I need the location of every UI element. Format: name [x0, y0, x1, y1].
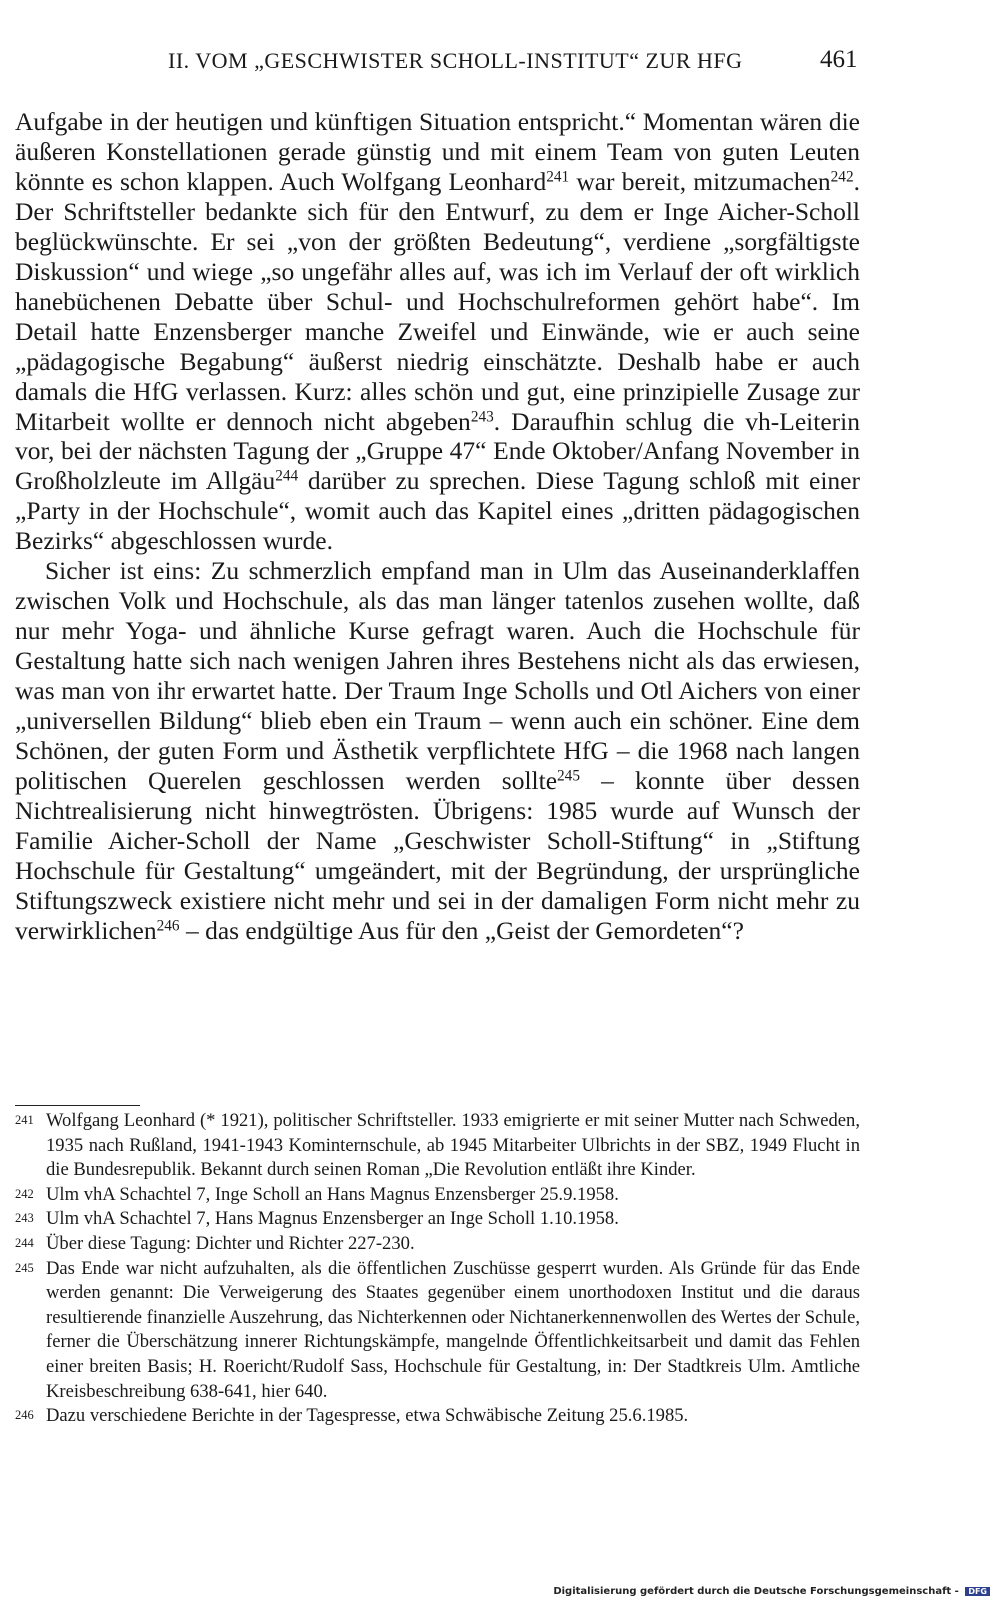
footnote-number: 242: [15, 1186, 34, 1201]
paragraph-2: [15, 556, 860, 945]
footnote-number: 246: [15, 1408, 34, 1423]
digitization-credit: [553, 1586, 990, 1597]
text-run: – das endgültige Aus für den „Geist der Gemordeten“?: [179, 915, 744, 945]
page-header: [0, 44, 1000, 78]
main-text: [15, 107, 860, 946]
footnote-text: Ulm vhA Schachtel 7, Inge Scholl an Hans Magnus Enzensberger 25.9.1958.: [46, 1183, 619, 1205]
text-run: darüber zu sprechen. Diese Tagung schloß mit einer „Party in der Hochschule“, womit auch das Kapitel eines „dritten pädagogischen Bezirks“ abgeschlossen wurde.: [15, 466, 860, 556]
footnote-number: 245: [15, 1260, 34, 1275]
footnote-text: Über diese Tagung: Dichter und Richter 227-230.: [46, 1232, 415, 1254]
footnote-number: 241: [15, 1113, 34, 1127]
footnote-ref: 245: [557, 767, 580, 785]
footnote-246: [15, 1404, 860, 1429]
footnote-243: [15, 1207, 860, 1232]
footnote-242: [15, 1183, 860, 1208]
footnote-ref: 244: [275, 468, 299, 486]
footnote-241: [15, 1109, 860, 1183]
text-run: war bereit, mitzumachen: [569, 166, 831, 196]
footnote-text: Ulm vhA Schachtel 7, Hans Magnus Enzensberger an Inge Scholl 1.10.1958.: [46, 1208, 619, 1230]
text-run: Aufgabe in der heutigen und künftigen Situation entspricht.“ Momentan wären die äußeren Konstellationen gerade günstig und mit einem Team von guten Leuten könnte es schon klappen. Auch Wolfgang Leonhard: [15, 107, 860, 196]
text-run: Sicher ist eins: Zu schmerzlich empfand man in Ulm das Auseinanderklaffen zwischen Volk und Hochschule, als das man länger tatenlos zusehen wollte, daß nur mehr Yoga- und ähnliche Kurse gefragt waren. Auch die Hochschule für Gestaltung hatte sich nach wenigen Jahren ihres Bestehens nicht als das erwiesen, was man von ihr erwartet hatte. Der Traum Inge Scholls und Otl Aichers von einer „universellen Bildung“ blieb eben ein Traum – wenn auch ein schöner. Eine dem Schönen, der guten Form und Ästhetik verpflichtete HfG – die 1968 nach langen politischen Querelen geschlossen werden sollte: [15, 556, 860, 795]
footnote-text: Dazu verschiedene Berichte in der Tagespresse, etwa Schwäbische Zeitung 25.6.1985.: [46, 1405, 689, 1427]
footnote-number: 244: [15, 1235, 34, 1250]
paragraph-1: [15, 107, 860, 556]
text-run: . Der Schriftsteller bedankte sich für den Entwurf, zu dem er Inge Aicher-Scholl beglückwünschte. Er sei „von der größten Bedeutung“, verdiene „sorgfältigste Diskussion“ und wiege „so ungefähr alles auf, was ich im Verlauf der oft wirklich hanebüchenen Debatte über Schul- und Hochschulreformen gehört habe“. Im Detail hatte Enzensberger manche Zweifel und Einwände, wie er auch seine „pädagogische Begabung“ äußerst niedrig einschätzte. Deshalb habe er auch damals die HfG verlassen. Kurz: alles schön und gut, eine prinzipielle Zusage zur Mitarbeit wollte er dennoch nicht abgeben: [15, 166, 860, 436]
running-head: II. VOM „GESCHWISTER SCHOLL-INSTITUT“ ZUR HFG: [168, 48, 743, 73]
text-run: – konnte über dessen Nichtrealisierung nicht hinwegtrösten. Übrigens: 1985 wurde auf Wunsch der Familie Aicher-Scholl der Name „Geschwister Scholl-Stiftung“ in „Stiftung Hochschule für Gestaltung“ umgeändert, mit der Begründung, der ursprüngliche Stiftungszweck existiere nicht mehr und sei in der damaligen Form nicht mehr zu verwirklichen: [15, 765, 860, 945]
footnote-245: [15, 1257, 860, 1405]
footnote-244: [15, 1232, 860, 1257]
footnote-divider: [15, 1105, 140, 1106]
footnote-ref: 246: [156, 917, 180, 935]
footnote-text: Das Ende war nicht aufzuhalten, als die öffentlichen Zuschüsse gesperrt wurden. Als Gründe für das Ende werden genannt: Die Verweigerung des Staates gegenüber einem unorthodoxen Institut und die daraus resultierende finanzielle Auszehrung, das Nichterkennen oder Nichtanerkennenwollen des Wertes der Schule, ferner die Überschätzung innerer Richtungskämpfe, mangelnde Öffentlichkeitsarbeit und damit das Fehlen einer breiten Basis; H. Roericht/Rudolf Sass, Hochschule für Gestaltung, in: Der Stadtkreis Ulm. Amtliche Kreisbeschreibung 638-641, hier 640.: [46, 1257, 860, 1402]
dfg-logo: DFG: [965, 1587, 990, 1596]
footnote-ref: 242: [830, 168, 854, 186]
footnote-number: 243: [15, 1211, 34, 1226]
credit-text: Digitalisierung gefördert durch die Deutsche Forschungsgemeinschaft -: [553, 1586, 959, 1597]
footnotes: [15, 1109, 860, 1429]
footnote-ref: 241: [546, 168, 570, 186]
page-number: 461: [820, 46, 858, 73]
text-run: . Daraufhin schlug die vh-Leiterin vor, bei der nächsten Tagung der „Gruppe 47“ Ende Oktober/Anfang November in Großholzleute im Allgäu: [15, 406, 860, 496]
footnote-text: Wolfgang Leonhard (* 1921), politischer Schriftsteller. 1933 emigrierte er mit seiner Mutter nach Schweden, 1935 nach Rußland, 1941-1943 Kominternschule, ab 1945 Mitarbeiter Ulbrichts in der SBZ, 1949 Flucht in die Bundesrepublik. Bekannt durch seinen Roman „Die Revolution entläßt ihre Kinder.: [46, 1110, 860, 1181]
footnote-ref: 243: [470, 408, 494, 426]
